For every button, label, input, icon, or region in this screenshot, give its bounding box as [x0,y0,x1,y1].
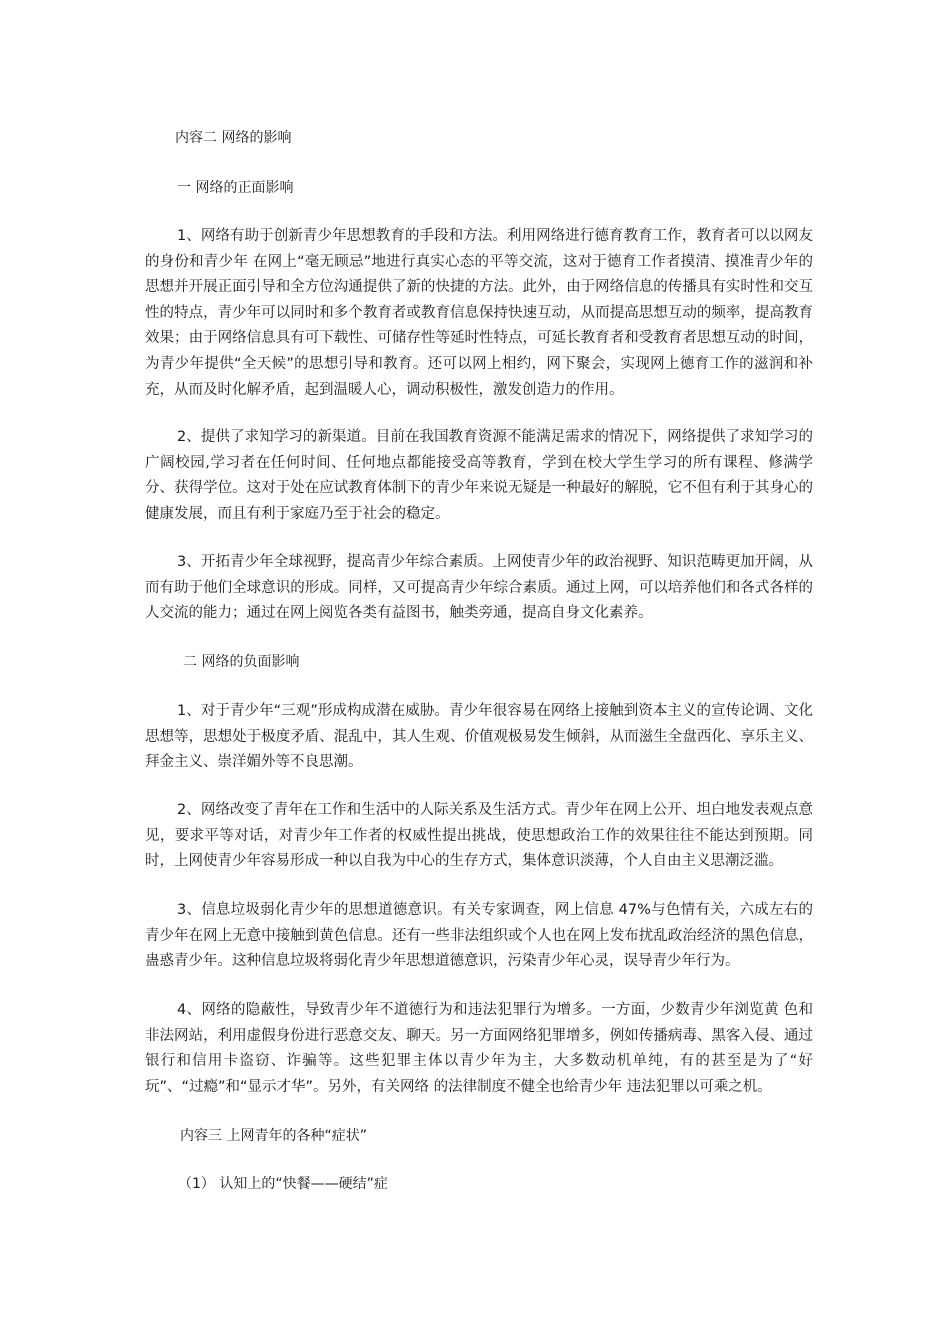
negative-paragraph-4: 4、网络的隐蔽性，导致青少年不道德行为和违法犯罪行为增多。一方面，少数青少年浏览黄 色和非法网站，利用虚假身份进行恶意交友、聊天。另一方面网络犯罪增多，例如传播病毒、黑客入侵、通过银行和信用卡盗窃、诈骗等。这些犯罪主体以青少年为主，大多数动机单纯，有的甚至是为了“好玩”、“过瘾”和“显示才华”。另外，有关网络 的法律制度不健全也给青少年 违法犯罪以可乘之机。 [145,1002,813,1095]
negative-paragraph-2: 2、网络改变了青年在工作和生活中的人际关系及生活方式。青少年在网上公开、坦白地发表观点意见，要求平等对话，对青少年工作者的权威性提出挑战，使思想政治工作的效果往往不能达到预期。同时，上网使青少年容易形成一种以自我为中心的生存方式，集体意识淡薄，个人自由主义思潮泛滥。 [145,802,813,870]
symptom-1-heading: （1） 认知上的“快餐——硬结”症 [178,1176,388,1192]
positive-impact-heading: 一 网络的正面影响 [177,180,294,196]
positive-paragraph-3: 3、开拓青少年全球视野，提高青少年综合素质。上网使青少年的政治视野、知识范畴更加开阔，从而有助于他们全球意识的形成。同样，又可提高青少年综合素质。通过上网，可以培养他们和各式各样的人交流的能力；通过在网上阅览各类有益图书，触类旁通，提高自身文化素养。 [145,554,813,622]
negative-impact-heading: 二 网络的负面影响 [183,654,300,670]
section-2-title: 内容二 网络的影响 [175,130,292,146]
negative-paragraph-3: 3、信息垃圾弱化青少年的思想道德意识。有关专家调查，网上信息 47%与色情有关，六成左右的青少年在网上无意中接触到黄色信息。还有一些非法组织或个人也在网上发布扰乱政治经济的黑色信息，蛊惑青少年。这种信息垃圾将弱化青少年思想道德意识，污染青少年心灵，误导青少年行为。 [145,902,813,970]
positive-paragraph-2: 2、提供了求知学习的新渠道。目前在我国教育资源不能满足需求的情况下，网络提供了求知学习的广阔校园,学习者在任何时间、任何地点都能接受高等教育，学到在校大学生学习的所有课程、修满学分、获得学位。这对于处在应试教育体制下的青少年来说无疑是一种最好的解脱，它不但有利于其身心的健康发展，而且有利于家庭乃至于社会的稳定。 [145,429,813,522]
positive-paragraph-1: 1、网络有助于创新青少年思想教育的手段和方法。利用网络进行德育教育工作，教育者可以以网友的身份和青少年 在网上“毫无顾忌”地进行真实心态的平等交流，这对于德育工作者摸清、摸准青少年的思想并开展正面引导和全方位沟通提供了新的快捷的方法。此外，由于网络信息的传播具有实时性和交互性的特点，青少年可以同时和多个教育者或教育信息保持快速互动，从而提高思想互动的频率，提高教育效果；由于网络信息具有可下载性、可储存性等延时性特点，可延长教育者和受教育者思想互动的时间，为青少年提供“全天候”的思想引导和教育。还可以网上相约，网下聚会，实现网上德育工作的滋润和补充，从而及时化解矛盾，起到温暖人心，调动积极性，激发创造力的作用。 [145,228,813,398]
section-3-title: 内容三 上网青年的各种“症状” [180,1128,367,1144]
negative-paragraph-1: 1、对于青少年“三观”形成构成潜在威胁。青少年很容易在网络上接触到资本主义的宣传论调、文化思想等，思想处于极度矛盾、混乱中，其人生观、价值观极易发生倾斜，从而滋生全盘西化、享乐主义、拜金主义、崇洋媚外等不良思潮。 [145,703,813,771]
